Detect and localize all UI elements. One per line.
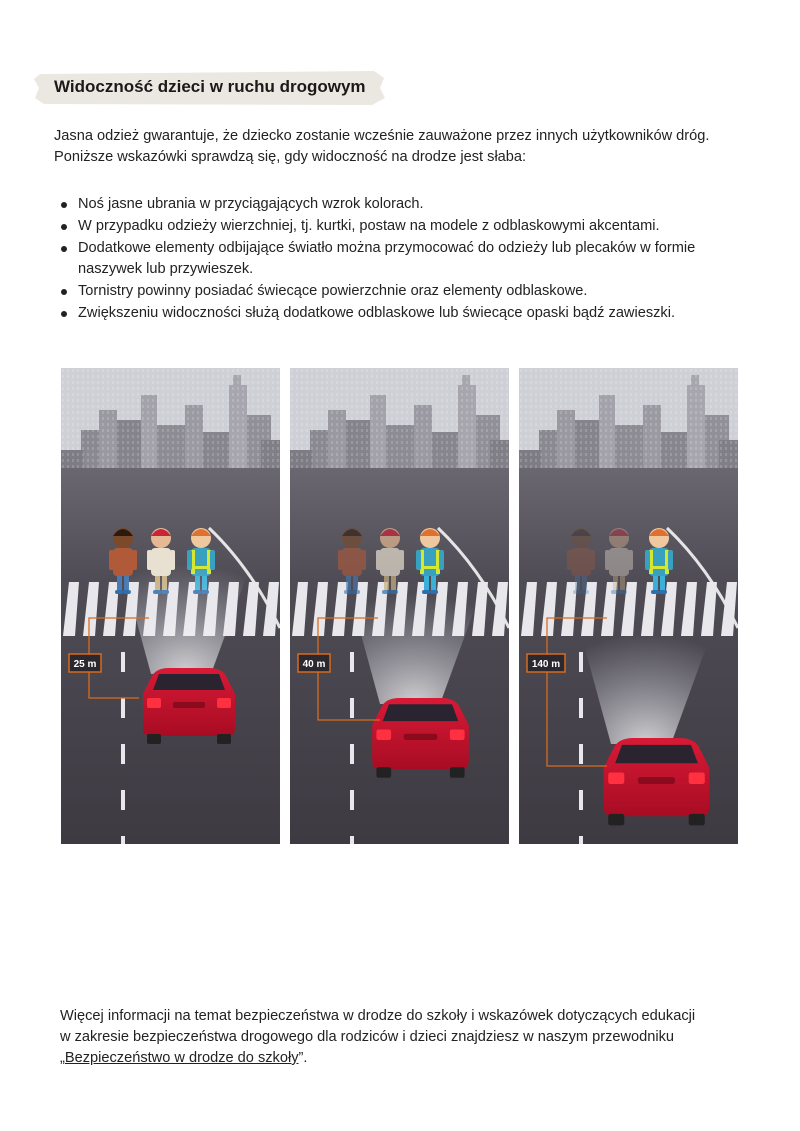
section-title-banner	[34, 70, 386, 106]
quote-close: ”.	[298, 1050, 308, 1066]
tip-item: Dodatkowe elementy odbijające światło można przymocować do odzieży lub plecaków w formie naszywek lub przywieszek.	[58, 238, 748, 280]
footer-line-1: Więcej informacji na temat bezpieczeństwa w drodze do szkoły i wskazówek dotyczących edukacji	[60, 1008, 696, 1024]
visibility-panel-140m	[519, 368, 738, 844]
quote-open: „	[60, 1050, 65, 1066]
tip-item: W przypadku odzieży wierzchniej, tj. kurtki, postaw na modele z odblaskowymi akcentami.	[58, 216, 748, 237]
tips-list	[58, 194, 748, 325]
visibility-panel-40m	[290, 368, 509, 844]
footer-line-2: w zakresie bezpieczeństwa drogowego dla rodziców i dzieci znajdziesz w naszym przewodniku	[60, 1029, 675, 1045]
car-illustration	[372, 698, 469, 778]
tip-item: Tornistry powinny posiadać świecące powierzchnie oraz elementy odblaskowe.	[58, 281, 748, 302]
intro-line-2: Poniższe wskazówki sprawdzą się, gdy widoczność na drodze jest słaba:	[54, 149, 527, 165]
distance-label: 40 m	[302, 659, 326, 670]
visibility-panel-25m	[61, 368, 280, 844]
tip-item: Noś jasne ubrania w przyciągających wzrok kolorach.	[58, 194, 748, 215]
intro-paragraph	[54, 126, 744, 168]
tip-item: Zwiększeniu widoczności służą dodatkowe odblaskowe lub świecące opaski bądź zawieszki.	[58, 303, 748, 324]
page-title: Widoczność dzieci w ruchu drogowym	[54, 77, 366, 96]
footer-paragraph	[60, 1006, 740, 1069]
distance-label: 140 m	[531, 659, 561, 670]
car-illustration	[604, 738, 710, 825]
car-illustration	[143, 668, 235, 744]
distance-label: 25 m	[73, 659, 97, 670]
intro-line-1: Jasna odzież gwarantuje, że dziecko zostanie wcześnie zauważone przez innych użytkowników dróg.	[54, 128, 710, 144]
guide-link[interactable]: Bezpieczeństwo w drodze do szkoły	[64, 1050, 299, 1066]
